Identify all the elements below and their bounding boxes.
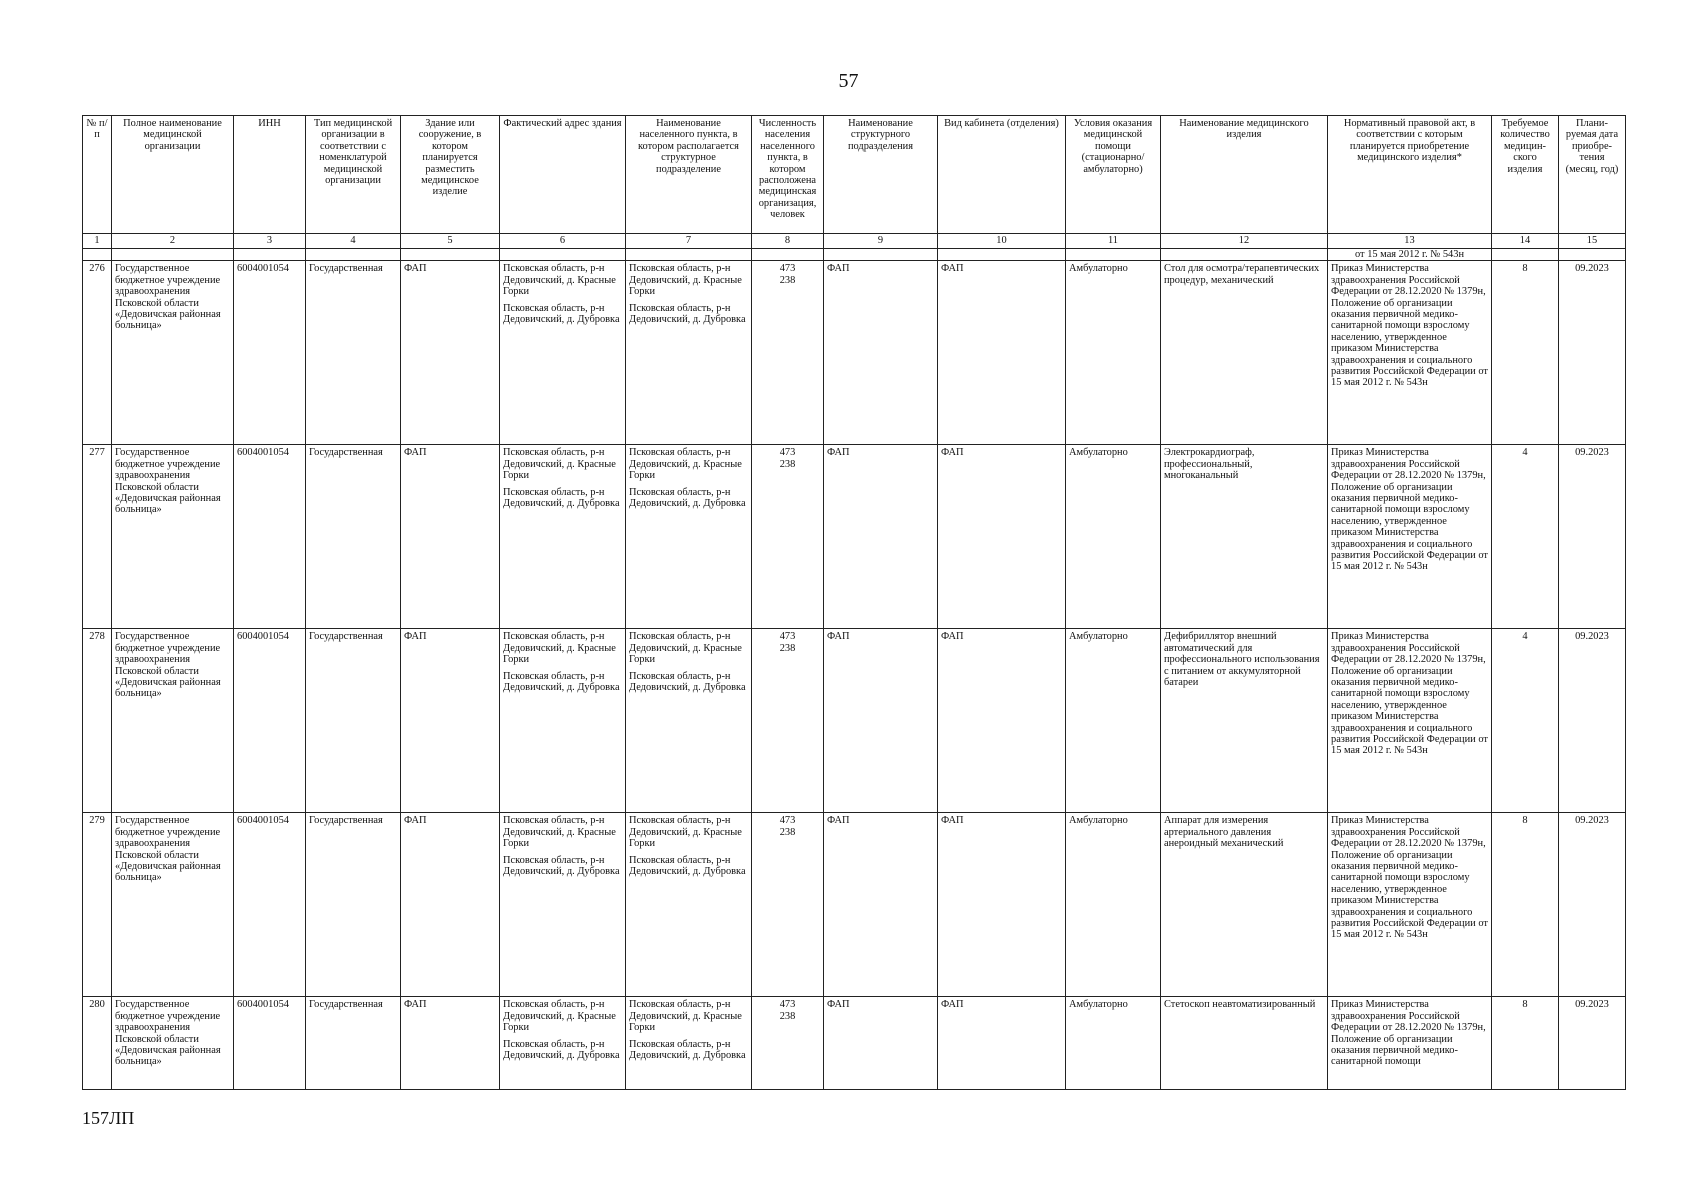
inn: 6004001054 bbox=[234, 997, 306, 1090]
address bbox=[500, 261, 626, 445]
address bbox=[500, 629, 626, 813]
column-number: 9 bbox=[824, 234, 938, 249]
locality-line: Псковская область, р-н Дедовичский, д. Красные Горки bbox=[629, 999, 742, 1034]
address bbox=[500, 445, 626, 629]
population-value: 238 bbox=[779, 458, 796, 470]
table-row bbox=[83, 445, 1626, 629]
population-value: 238 bbox=[779, 274, 796, 286]
legal-act: Приказ Министерства здравоохранения Российской Федерации от 28.12.2020 № 1379н, Положение об организации оказания первичной медико-санитарной помощи bbox=[1328, 997, 1492, 1090]
column-header: ИНН bbox=[234, 116, 306, 234]
row-number: 278 bbox=[83, 629, 112, 813]
column-number-row bbox=[83, 234, 1626, 249]
locality-line: Псковская область, р-н Дедовичский, д. Красные Горки bbox=[629, 447, 742, 482]
cabinet-type: ФАП bbox=[938, 261, 1066, 445]
table-row bbox=[83, 261, 1626, 445]
population bbox=[752, 997, 824, 1090]
population bbox=[752, 261, 824, 445]
building: ФАП bbox=[401, 629, 500, 813]
building: ФАП bbox=[401, 813, 500, 997]
population-value: 473 bbox=[779, 631, 796, 643]
continuation-text: от 15 мая 2012 г. № 543н bbox=[1328, 249, 1492, 261]
population bbox=[752, 445, 824, 629]
org-name: Государственное бюджетное учреждение здравоохранения Псковской области «Дедовичская районная больница» bbox=[112, 997, 234, 1090]
row-number: 277 bbox=[83, 445, 112, 629]
inn: 6004001054 bbox=[234, 629, 306, 813]
locality-line: Псковская область, р-н Дедовичский, д. Дубровка bbox=[629, 302, 746, 326]
locality-line: Псковская область, р-н Дедовичский, д. Красные Горки bbox=[629, 263, 742, 298]
table-row bbox=[83, 813, 1626, 997]
quantity: 4 bbox=[1492, 445, 1559, 629]
column-number: 4 bbox=[306, 234, 401, 249]
cabinet-type: ФАП bbox=[938, 629, 1066, 813]
device-name: Аппарат для измерения артериального давления анероидный механический bbox=[1161, 813, 1328, 997]
quantity: 4 bbox=[1492, 629, 1559, 813]
planned-date: 09.2023 bbox=[1559, 261, 1626, 445]
table-row bbox=[83, 629, 1626, 813]
planned-date: 09.2023 bbox=[1559, 997, 1626, 1090]
column-number: 2 bbox=[112, 234, 234, 249]
column-number: 15 bbox=[1559, 234, 1626, 249]
inn: 6004001054 bbox=[234, 813, 306, 997]
locality bbox=[626, 445, 752, 629]
building: ФАП bbox=[401, 261, 500, 445]
cabinet-type: ФАП bbox=[938, 445, 1066, 629]
locality-line: Псковская область, р-н Дедовичский, д. Дубровка bbox=[629, 1038, 746, 1062]
care-conditions: Амбулаторно bbox=[1066, 445, 1161, 629]
quantity: 8 bbox=[1492, 997, 1559, 1090]
planned-date: 09.2023 bbox=[1559, 445, 1626, 629]
address-line: Псковская область, р-н Дедовичский, д. Дубровка bbox=[503, 302, 620, 326]
population-value: 473 bbox=[779, 999, 796, 1011]
address-line: Псковская область, р-н Дедовичский, д. Красные Горки bbox=[503, 263, 616, 298]
column-header: Полное наименование медицинской организации bbox=[112, 116, 234, 234]
locality-line: Псковская область, р-н Дедовичский, д. Красные Горки bbox=[629, 631, 742, 666]
page-number: 57 bbox=[838, 70, 859, 92]
address-line: Псковская область, р-н Дедовичский, д. Красные Горки bbox=[503, 631, 616, 666]
continuation-row bbox=[83, 249, 1626, 261]
legal-act: Приказ Министерства здравоохранения Российской Федерации от 28.12.2020 № 1379н, Положение об организации оказания первичной медико-санитарной помощи взрослому населению, утвержденное приказом Министерства здравоохранения и социального развития Российской Федерации от 15 мая 2012 г. № 543н bbox=[1328, 813, 1492, 997]
device-name: Стол для осмотра/терапевтических процедур, механический bbox=[1161, 261, 1328, 445]
quantity: 8 bbox=[1492, 261, 1559, 445]
column-header: Вид кабинета (отделения) bbox=[938, 116, 1066, 234]
address-line: Псковская область, р-н Дедовичский, д. Красные Горки bbox=[503, 447, 616, 482]
address bbox=[500, 997, 626, 1090]
locality-line: Псковская область, р-н Дедовичский, д. Дубровка bbox=[629, 854, 746, 878]
equipment-table bbox=[82, 115, 1626, 1090]
address-line: Псковская область, р-н Дедовичский, д. Дубровка bbox=[503, 854, 620, 878]
column-number: 1 bbox=[83, 234, 112, 249]
column-number: 12 bbox=[1161, 234, 1328, 249]
address-line: Псковская область, р-н Дедовичский, д. Дубровка bbox=[503, 670, 620, 694]
population-value: 238 bbox=[779, 1010, 796, 1022]
column-header: Условия оказания медицинской помощи (стационарно/ амбулаторно) bbox=[1066, 116, 1161, 234]
care-conditions: Амбулаторно bbox=[1066, 629, 1161, 813]
table-row bbox=[83, 997, 1626, 1090]
org-type: Государственная bbox=[306, 629, 401, 813]
structural-unit: ФАП bbox=[824, 261, 938, 445]
inn: 6004001054 bbox=[234, 261, 306, 445]
building: ФАП bbox=[401, 445, 500, 629]
planned-date: 09.2023 bbox=[1559, 629, 1626, 813]
row-number: 276 bbox=[83, 261, 112, 445]
device-name: Электрокардиограф, профессиональный, многоканальный bbox=[1161, 445, 1328, 629]
column-number: 10 bbox=[938, 234, 1066, 249]
column-number: 8 bbox=[752, 234, 824, 249]
org-type: Государственная bbox=[306, 997, 401, 1090]
device-name: Стетоскоп неавтоматизированный bbox=[1161, 997, 1328, 1090]
header-row bbox=[83, 116, 1626, 234]
org-type: Государственная bbox=[306, 813, 401, 997]
column-number: 3 bbox=[234, 234, 306, 249]
structural-unit: ФАП bbox=[824, 813, 938, 997]
population-value: 238 bbox=[779, 642, 796, 654]
care-conditions: Амбулаторно bbox=[1066, 813, 1161, 997]
org-name: Государственное бюджетное учреждение здравоохранения Псковской области «Дедовичская районная больница» bbox=[112, 261, 234, 445]
column-header: Плани-руемая дата приобре-тения (месяц, год) bbox=[1559, 116, 1626, 234]
population-value: 238 bbox=[779, 826, 796, 838]
structural-unit: ФАП bbox=[824, 997, 938, 1090]
address-line: Псковская область, р-н Дедовичский, д. Дубровка bbox=[503, 486, 620, 510]
locality bbox=[626, 997, 752, 1090]
address-line: Псковская область, р-н Дедовичский, д. Дубровка bbox=[503, 1038, 620, 1062]
care-conditions: Амбулаторно bbox=[1066, 997, 1161, 1090]
cabinet-type: ФАП bbox=[938, 997, 1066, 1090]
locality bbox=[626, 261, 752, 445]
population-value: 473 bbox=[779, 447, 796, 459]
address-line: Псковская область, р-н Дедовичский, д. Красные Горки bbox=[503, 999, 616, 1034]
column-number: 6 bbox=[500, 234, 626, 249]
legal-act: Приказ Министерства здравоохранения Российской Федерации от 28.12.2020 № 1379н, Положение об организации оказания первичной медико-санитарной помощи взрослому населению, утвержденное приказом Министерства здравоохранения и социального развития Российской Федерации от 15 мая 2012 г. № 543н bbox=[1328, 445, 1492, 629]
column-number: 14 bbox=[1492, 234, 1559, 249]
address bbox=[500, 813, 626, 997]
column-number: 5 bbox=[401, 234, 500, 249]
locality-line: Псковская область, р-н Дедовичский, д. Дубровка bbox=[629, 486, 746, 510]
locality bbox=[626, 629, 752, 813]
column-header: Фактический адрес здания bbox=[500, 116, 626, 234]
column-number: 7 bbox=[626, 234, 752, 249]
inn: 6004001054 bbox=[234, 445, 306, 629]
cabinet-type: ФАП bbox=[938, 813, 1066, 997]
structural-unit: ФАП bbox=[824, 629, 938, 813]
org-name: Государственное бюджетное учреждение здравоохранения Псковской области «Дедовичская районная больница» bbox=[112, 813, 234, 997]
care-conditions: Амбулаторно bbox=[1066, 261, 1161, 445]
column-header: Здание или сооружение, в котором планируется разместить медицинское изделие bbox=[401, 116, 500, 234]
quantity: 8 bbox=[1492, 813, 1559, 997]
column-header: № п/п bbox=[83, 116, 112, 234]
column-header: Численность населения населенного пункта, в котором расположена медицинская организация, человек bbox=[752, 116, 824, 234]
address-line: Псковская область, р-н Дедовичский, д. Красные Горки bbox=[503, 815, 616, 850]
column-header: Наименование медицинского изделия bbox=[1161, 116, 1328, 234]
population bbox=[752, 629, 824, 813]
column-header: Наименование населенного пункта, в котором располагается структурное подразделение bbox=[626, 116, 752, 234]
locality-line: Псковская область, р-н Дедовичский, д. Дубровка bbox=[629, 670, 746, 694]
column-header: Требуемое количество медицин-ского изделия bbox=[1492, 116, 1559, 234]
population bbox=[752, 813, 824, 997]
legal-act: Приказ Министерства здравоохранения Российской Федерации от 28.12.2020 № 1379н, Положение об организации оказания первичной медико-санитарной помощи взрослому населению, утвержденное приказом Министерства здравоохранения и социального развития Российской Федерации от 15 мая 2012 г. № 543н bbox=[1328, 261, 1492, 445]
planned-date: 09.2023 bbox=[1559, 813, 1626, 997]
legal-act: Приказ Министерства здравоохранения Российской Федерации от 28.12.2020 № 1379н, Положение об организации оказания первичной медико-санитарной помощи взрослому населению, утвержденное приказом Министерства здравоохранения и социального развития Российской Федерации от 15 мая 2012 г. № 543н bbox=[1328, 629, 1492, 813]
structural-unit: ФАП bbox=[824, 445, 938, 629]
building: ФАП bbox=[401, 997, 500, 1090]
org-name: Государственное бюджетное учреждение здравоохранения Псковской области «Дедовичская районная больница» bbox=[112, 445, 234, 629]
row-number: 280 bbox=[83, 997, 112, 1090]
column-number: 11 bbox=[1066, 234, 1161, 249]
column-header: Наименование структурного подразделения bbox=[824, 116, 938, 234]
org-type: Государственная bbox=[306, 261, 401, 445]
document-code: 157ЛП bbox=[82, 1108, 135, 1128]
column-header: Нормативный правовой акт, в соответствии с которым планируется приобретение медицинского изделия* bbox=[1328, 116, 1492, 234]
org-name: Государственное бюджетное учреждение здравоохранения Псковской области «Дедовичская районная больница» bbox=[112, 629, 234, 813]
population-value: 473 bbox=[779, 815, 796, 827]
row-number: 279 bbox=[83, 813, 112, 997]
column-number: 13 bbox=[1328, 234, 1492, 249]
locality-line: Псковская область, р-н Дедовичский, д. Красные Горки bbox=[629, 815, 742, 850]
locality bbox=[626, 813, 752, 997]
org-type: Государственная bbox=[306, 445, 401, 629]
column-header: Тип медицинской организации в соответствии с номенклатурой медицинской организации bbox=[306, 116, 401, 234]
population-value: 473 bbox=[779, 263, 796, 275]
device-name: Дефибриллятор внешний автоматический для профессионального использования с питанием от аккумуляторной батареи bbox=[1161, 629, 1328, 813]
